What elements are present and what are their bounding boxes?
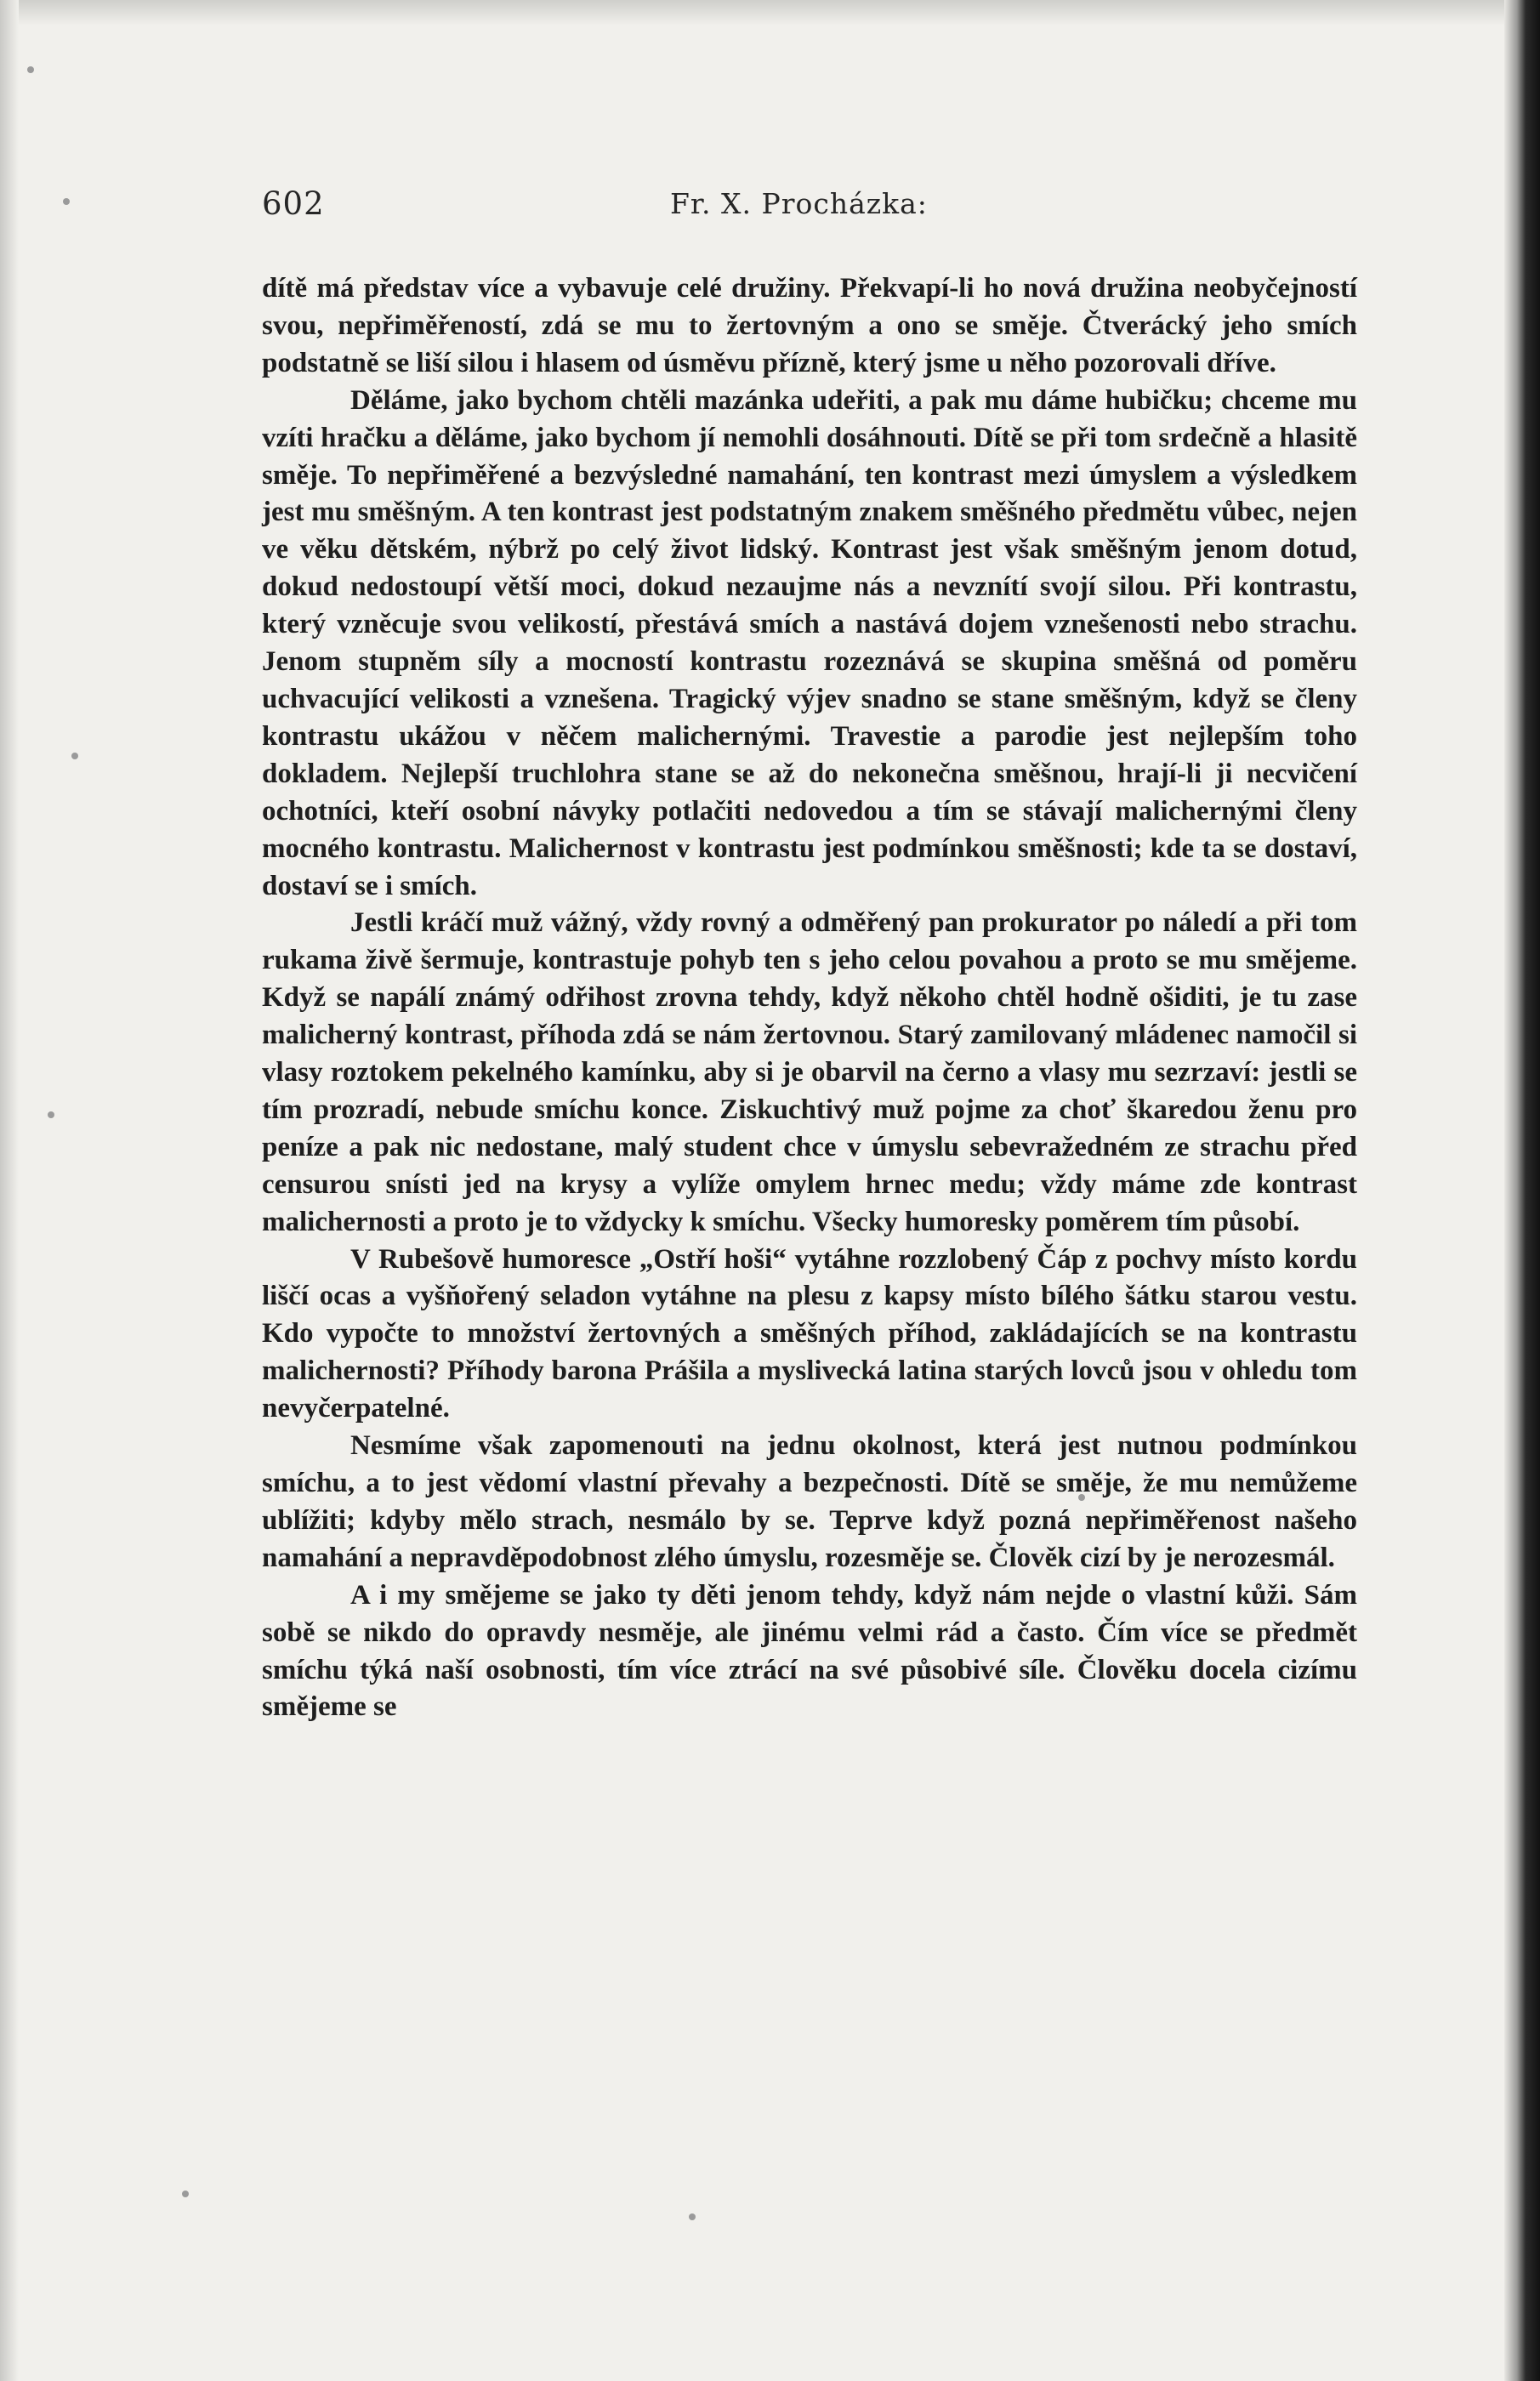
running-head: Fr. X. Procházka: (670, 187, 928, 220)
scan-speck (689, 2213, 696, 2220)
paragraph: Jestli kráčí muž vážný, vždy rovný a odměřený pan prokurator po náledí a při tom rukama živě šermuje, kontrastuje pohyb ten s jeho celou povahou a proto se mu smějeme. Když se napálí známý odřihost zrovna tehdy, když někoho chtěl hodně ošiditi, je tu zase malicherný kontrast, příhoda zdá se nám žertovnou. Starý zamilovaný mládenec namočil si vlasy roztokem pekelného kamínku, aby si je obarvil na černo a vlasy mu sezrzaví: jestli se tím prozradí, nebude smíchu konce. Ziskuchtivý muž pojme za choť škaredou ženu pro peníze a pak nic nedostane, malý student chce v úmyslu sebevražedném ze strachu před censurou snísti jed na krysy a vylíže omylem hrnec medu; vždy máme zde kontrast malichernosti a proto je to vždycky k smíchu. Všecky humoresky poměrem tím působí. (262, 907, 1357, 1237)
scan-speck (48, 1111, 54, 1118)
scan-speck (182, 2191, 189, 2197)
paragraph: dítě má představ více a vybavuje celé družiny. Překvapí-li ho nová družina neobyčejností svou, nepřiměřeností, zdá se mu to žertovným a ono se směje. Čtverácký jeho smích podstatně se liší silou i hlasem od úsměvu přízně, který jsme u něho pozorovali dříve. (262, 273, 1357, 378)
paragraph: V Rubešově humoresce „Ostří hoši“ vytáhne rozzlobený Čáp z pochvy místo kordu liščí ocas a vyšňořený seladon vytáhne na plesu z kapsy místo bílého šátku starou vestu. Kdo vypočte to množství žertovných a směšných příhod, zakládajících se na kontrastu malichernosti? Příhody barona Prášila a myslivecká latina starých lovců jsou v ohledu tom nevyčerpatelné. (262, 1243, 1357, 1424)
page-number: 602 (262, 185, 325, 222)
scan-speck (63, 198, 70, 205)
body-text (262, 270, 1357, 1726)
page-left-shadow (0, 0, 19, 2381)
paragraph: A i my smějeme se jako ty děti jenom tehdy, když nám nejde o vlastní kůži. Sám sobě se nikdo do opravdy nesměje, ale jinému velmi rád a často. Čím více se předmět smíchu týká naší osobnosti, tím více ztrácí na své působivé síle. Člověku docela cizímu smějeme se (262, 1579, 1357, 1723)
scan-speck (27, 66, 34, 73)
page-top-shadow (0, 0, 1540, 26)
paragraph: Nesmíme však zapomenouti na jednu okolnost, která jest nutnou podmínkou smíchu, a to jest vědomí vlastní převahy a bezpečnosti. Dítě se směje, že mu nemůžeme ublížiti; kdyby mělo strach, nesmálo by se. Teprve když pozná nepřiměřenost našeho namahání a nepravděpodobnost zlého úmyslu, rozesměje se. Člověk cizí by je nerozesmál. (262, 1430, 1357, 1573)
scan-speck (71, 753, 78, 759)
paragraph: Děláme, jako bychom chtěli mazánka udeřiti, a pak mu dáme hubičku; chceme mu vzíti hračku a děláme, jako bychom jí nemohli dosáhnouti. Dítě se při tom srdečně a hlasitě směje. To nepřiměřené a bezvýsledné namahání, ten kontrast mezi úmyslem a výsledkem jest mu směšným. A ten kontrast jest podstatným znakem směšného předmětu vůbec, nejen ve věku dětském, nýbrž po celý život lidský. Kontrast jest však směšným jenom dotud, dokud nedostoupí větší moci, dokud nezaujme nás a nevznítí svojí silou. Při kontrastu, který vzněcuje svou velikostí, přestává smích a nastává dojem vznešenosti nebo strachu. Jenom stupněm síly a mocností kontrastu rozeznává se skupina směšná od poměru uchvacující velikosti a vznešena. Tragický výjev snadno se stane směšným, když se členy kontrastu ukážou v něčem malichernými. Travestie a parodie jest nejlepším toho dokladem. Nejlepší truchlohra stane se až do nekonečna směšnou, hrají-li ji necvičení ochotníci, kteří osobní návyky potlačiti nedovedou a tím se stávají malichernými členy mocného kontrastu. Malichernost v kontrastu jest podmínkou směšnosti; kde ta se dostaví, dostaví se i smích. (262, 384, 1357, 901)
page-header (262, 185, 1359, 233)
page-right-edge (1504, 0, 1540, 2381)
